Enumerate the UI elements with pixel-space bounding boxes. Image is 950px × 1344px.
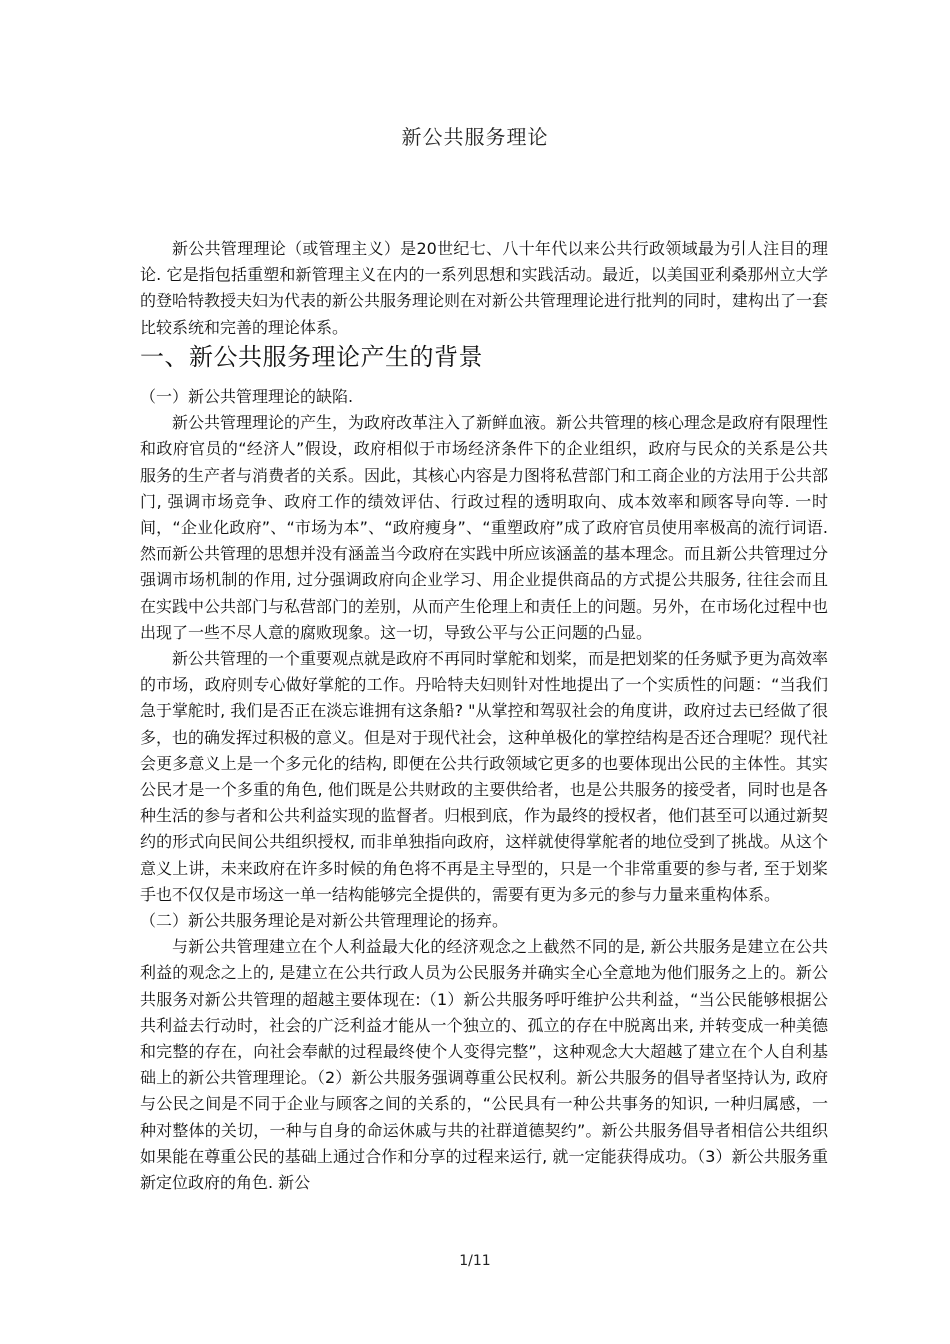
intro-paragraph: 新公共管理理论（或管理主义）是20世纪七、八十年代以来公共行政领域最为引人注目的理论. 它是指包括重塑和新管理主义在内的一系列思想和实践活动。最近，以美国亚利桑那州立大学的登哈特教授夫妇为代表的新公共服务理论则在对新公共管理理论进行批判的同时，建构出了一套比较系统和完善的理论体系。 [140, 239, 829, 337]
intro-block [140, 236, 828, 341]
body-paragraph: 新公共管理理论的产生，为政府改革注入了新鲜血液。新公共管理的核心理念是政府有限理性和政府官员的“经济人”假设，政府相似于市场经济条件下的企业组织，政府与民众的关系是公共服务的生产者与消费者的关系。因此，其核心内容是力图将私营部门和工商企业的方法用于公共部门, 强调市场竞争、政府工作的绩效评估、行政过程的透明取向、成本效率和顾客导向等. 一时间，“企业化政府”、“市场为本”、“政府瘦身”、“重塑政府”成了政府官员使用率极高的流行词语. 然而新公共管理的思想并没有涵盖当今政府在实践中所应该涵盖的基本理念。而且新公共管理过分强调市场机制的作用, 过分强调政府向企业学习、用企业提供商品的方式提公共服务, 往往会而且在实践中公共部门与私营部门的差别，从而产生伦理上和责任上的问题。另外，在市场化过程中也出现了一些不尽人意的腐败现象。这一切，导致公平与公正问题的凸显。 [140, 413, 829, 642]
subsection-heading-1: （一）新公共管理理论的缺陷. [140, 387, 354, 406]
section-body [140, 384, 828, 1196]
body-paragraph: 与新公共管理建立在个人利益最大化的经济观念之上截然不同的是, 新公共服务是建立在公共利益的观念之上的, 是建立在公共行政人员为公民服务并确实全心全意地为他们服务之上的。新公共服务对新公共管理的超越主要体现在:（1）新公共服务呼吁维护公共利益，“当公民能够根据公共利益去行动时，社会的广泛利益才能从一个独立的、孤立的存在中脱离出来, 并转变成一种美德和完整的存在，向社会奉献的过程最终使个人变得完整”，这种观念大大超越了建立在个人自利基础上的新公共管理理论。（2）新公共服务强调尊重公民权利。新公共服务的倡导者坚持认为, 政府与公民之间是不同于企业与顾客之间的关系的，“公民具有一种公共事务的知识, 一种归属感，一种对整体的关切，一种与自身的命运休戚与共的社群道德契约”。新公共服务倡导者相信公共组织如果能在尊重公民的基础上通过合作和分享的过程来运行, 就一定能获得成功。（3）新公共服务重新定位政府的角色. 新公 [140, 937, 828, 1193]
page-number: 1/11 [459, 1253, 491, 1269]
body-paragraph: 新公共管理的一个重要观点就是政府不再同时掌舵和划桨，而是把划桨的任务赋予更为高效率的市场，政府则专心做好掌舵的工作。丹哈特夫妇则针对性地提出了一个实质性的问题：“当我们急于掌舵时, 我们是否正在淡忘谁拥有这条船? "从掌控和驾驭社会的角度讲，政府过去已经做了很多，也的确发挥过积极的意义。但是对于现代社会，这种单极化的掌控结构是否还合理呢？现代社会更多意义上是一个多元化的结构, 即便在公共行政领域它更多的也要体现出公民的主体性。其实公民才是一个多重的角色, 他们既是公共财政的主要供给者，也是公共服务的接受者，同时也是各种生活的参与者和公共利益实现的监督者。归根到底，作为最终的授权者，他们甚至可以通过新契约的形式向民间公共组织授权, 而非单独指向政府，这样就使得掌舵者的地位受到了挑战。从这个意义上讲，未来政府在许多时候的角色将不再是主导型的，只是一个非常重要的参与者, 至于划桨手也不仅仅是市场这一单一结构能够完全提供的，需要有更为多元的参与力量来重构体系。 [140, 649, 829, 904]
section-heading: 一、新公共服务理论产生的背景 [140, 343, 483, 371]
subsection-heading-2: （二）新公共服务理论是对新公共管理理论的扬弃。 [140, 911, 509, 931]
document-title: 新公共服务理论 [401, 125, 549, 149]
